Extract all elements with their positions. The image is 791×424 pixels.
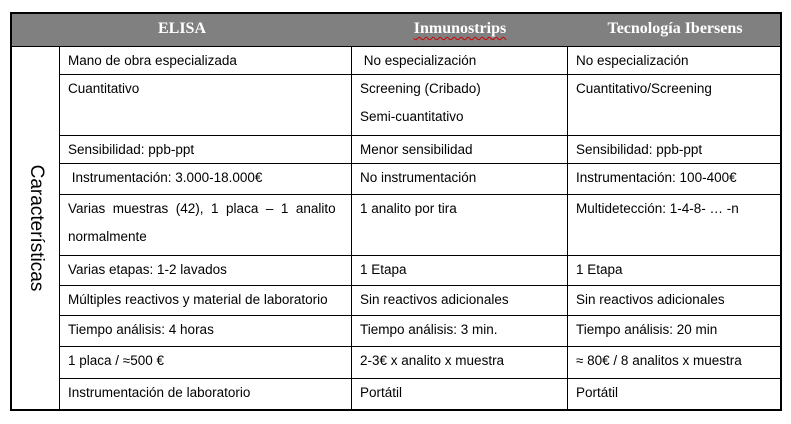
cell-inmunostrips <box>352 316 568 346</box>
cell-inmunostrips <box>352 75 568 135</box>
cell-elisa <box>60 75 352 135</box>
cell-text: Portátil <box>360 385 403 400</box>
side-label-caracteristicas: Características <box>25 164 47 292</box>
cell-text: Instrumentación de laboratorio <box>68 385 251 400</box>
cell-text: Varias etapas: 1-2 lavados <box>68 262 227 277</box>
cell-elisa <box>60 347 352 378</box>
cell-text: Tiempo análisis: 3 min. <box>360 322 498 337</box>
header-elisa: ELISA <box>157 20 207 37</box>
cell-text: Cuantitativo <box>68 81 140 96</box>
cell-text: 1 placa / ≈500 € <box>68 353 164 368</box>
table-row <box>60 47 780 75</box>
cell-text: Sensibilidad: ppb-ppt <box>68 142 195 157</box>
cell-text: 1 analito por tira <box>360 201 457 216</box>
cell-text: Cuantitativo/Screening <box>576 81 712 96</box>
cell-ibersens <box>568 316 780 346</box>
cell-text: Instrumentación: 3.000-18.000€ <box>68 170 263 185</box>
cell-inmunostrips <box>352 136 568 163</box>
cell-text: No instrumentación <box>360 170 477 185</box>
cell-text: Tiempo análisis: 4 horas <box>68 322 214 337</box>
cell-ibersens <box>568 195 780 255</box>
table-row <box>60 164 780 195</box>
table-row <box>60 256 780 286</box>
cell-inmunostrips <box>352 379 568 411</box>
table-row <box>60 347 780 379</box>
cell-text: normalmente <box>68 229 147 244</box>
cell-text: Menor sensibilidad <box>360 142 473 157</box>
cell-ibersens <box>568 256 780 285</box>
cell-elisa <box>60 136 352 163</box>
cell-elisa <box>60 379 352 411</box>
cell-text: Tiempo análisis: 20 min <box>576 322 718 337</box>
cell-text: 2-3€ x analito x muestra <box>360 353 505 368</box>
cell-ibersens <box>568 347 780 378</box>
cell-text: ≈ 80€ / 8 analitos x muestra <box>576 353 742 368</box>
cell-text: Sensibilidad: ppb-ppt <box>576 142 703 157</box>
cell-inmunostrips <box>352 286 568 315</box>
table-row <box>60 136 780 164</box>
cell-text: 1 Etapa <box>576 262 623 277</box>
cell-text: Multidetección: 1-4-8- … -n <box>576 201 739 216</box>
table-row <box>60 75 780 136</box>
cell-elisa <box>60 286 352 315</box>
cell-ibersens <box>568 379 780 411</box>
table-row <box>60 286 780 316</box>
cell-ibersens <box>568 47 780 74</box>
cell-text: 1 Etapa <box>360 262 407 277</box>
cell-text: Semi-cuantitativo <box>360 109 464 124</box>
cell-elisa <box>60 316 352 346</box>
cell-elisa <box>60 195 352 255</box>
cell-text: No especialización <box>576 53 689 68</box>
cell-inmunostrips <box>352 347 568 378</box>
cell-inmunostrips <box>352 256 568 285</box>
cell-ibersens <box>568 136 780 163</box>
table-row <box>60 379 780 411</box>
cell-inmunostrips <box>352 164 568 194</box>
table-header-row <box>12 14 780 47</box>
header-inmunostrips: Inmunostrips <box>413 20 507 37</box>
cell-ibersens <box>568 164 780 194</box>
cell-inmunostrips <box>352 47 568 74</box>
cell-text: Varias muestras (42), 1 placa – 1 analito <box>68 201 336 216</box>
cell-text: Múltiples reactivos y material de laboratorio <box>68 292 328 307</box>
cell-elisa <box>60 164 352 194</box>
cell-text: No especialización <box>360 53 477 68</box>
cell-text: Instrumentación: 100-400€ <box>576 170 737 185</box>
cell-text: Mano de obra especializada <box>68 53 237 68</box>
cell-inmunostrips <box>352 195 568 255</box>
table-row <box>60 195 780 256</box>
cell-ibersens <box>568 286 780 315</box>
comparison-table <box>10 12 782 411</box>
cell-text: Sin reactivos adicionales <box>576 292 725 307</box>
cell-elisa <box>60 47 352 74</box>
table-row <box>60 316 780 347</box>
cell-ibersens <box>568 75 780 135</box>
header-tecnologia-ibersens: Tecnología Ibersens <box>607 20 743 37</box>
cell-text: Sin reactivos adicionales <box>360 292 509 307</box>
cell-elisa <box>60 256 352 285</box>
side-label-cell <box>12 47 60 409</box>
cell-text: Portátil <box>576 385 619 400</box>
cell-text: Screening (Cribado) <box>360 81 481 96</box>
